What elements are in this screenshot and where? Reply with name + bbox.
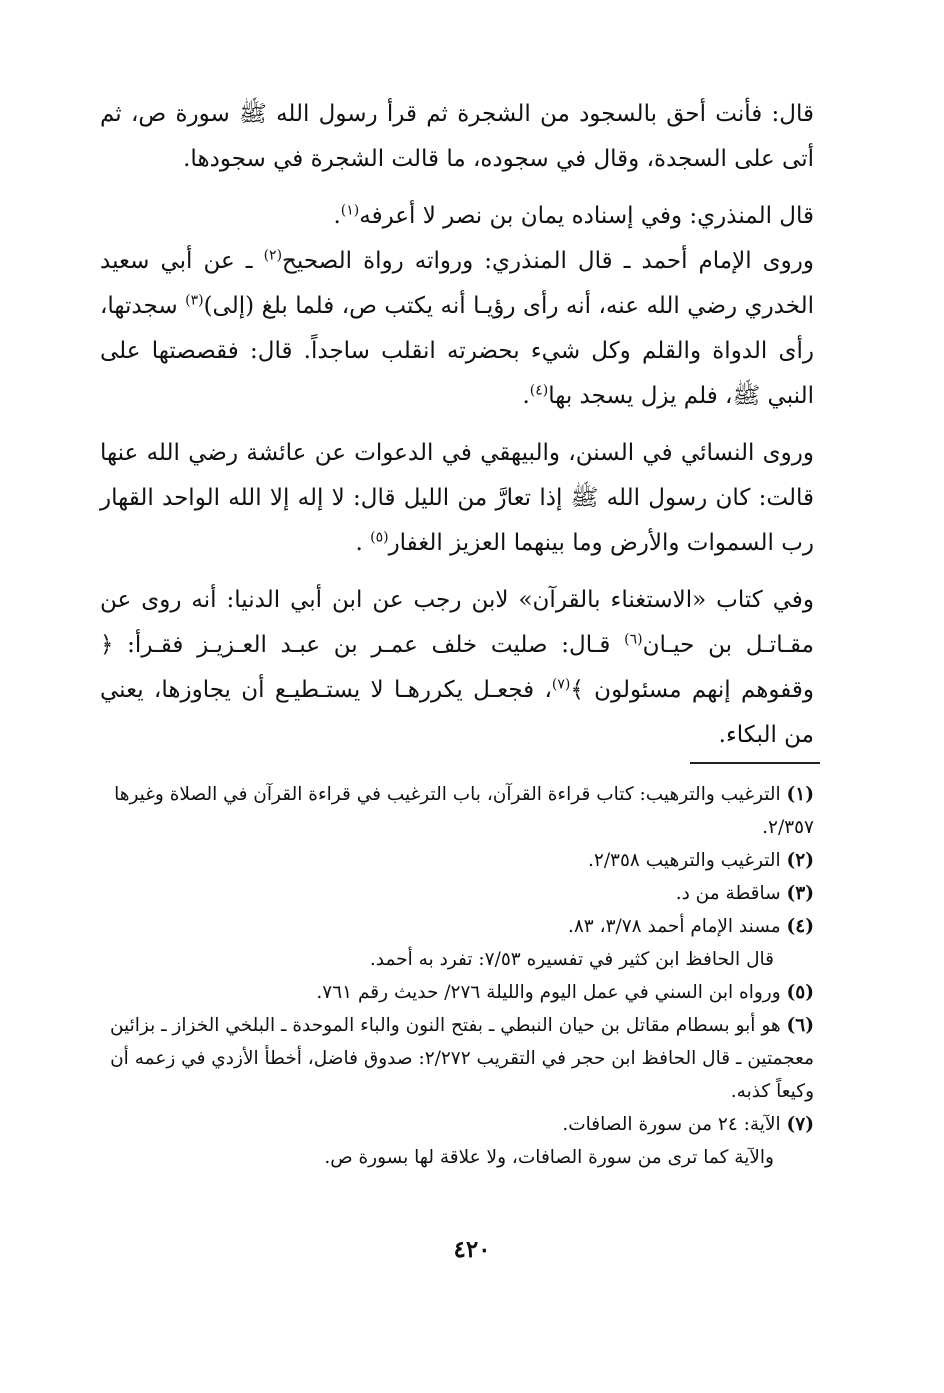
footnote-7 <box>100 1108 814 1141</box>
paragraph-text: سجدتها، رأى الدواة والقلم وكل شيء بحضرته انقلب ساجداً. قال: فقصصتها على النبي ﷺ، فلم يزل يسجد بها <box>100 293 814 409</box>
paragraph-text: . <box>333 203 341 229</box>
footnote-4 <box>100 910 814 943</box>
footnote-number: (٤) <box>786 916 814 937</box>
paragraph-text: . <box>522 383 530 409</box>
footnote-text: الترغيب والترهيب ٢/٣٥٨. <box>588 850 781 871</box>
footnote-text: هو أبو بسطام مقاتل بن حيان النبطي ـ بفتح النون والباء الموحدة ـ البلخي الخزاز ـ بزائين معجمتين ـ قال الحافظ ابن حجر في التقريب ٢/٢٧٢: صدوق فاضل، أخطأ الأزدي في زعمه أن وكيعاً كذبه. <box>109 1015 814 1102</box>
footnote-1 <box>100 778 814 844</box>
footnotes <box>100 778 814 1174</box>
footnote-ref[interactable]: (٢) <box>263 247 283 264</box>
footnote-ref[interactable]: (٧) <box>551 676 571 693</box>
footnote-ref[interactable]: (٥) <box>370 529 389 546</box>
footnote-4-continuation <box>100 943 814 976</box>
paragraph-1 <box>100 92 814 182</box>
footnote-number: (٢) <box>786 850 814 871</box>
paragraph-text: ـ عن أبي سعيد الخدري رضي الله عنه، أنه رأى رؤيـا أنه يكتب ص، فلما بلغ (إلى) <box>100 248 814 319</box>
footnote-text: مسند الإمام أحمد ٣/٧٨، ٨٣. <box>567 916 781 937</box>
footnote-number: (١) <box>786 784 814 805</box>
footnote-7-continuation <box>100 1141 814 1174</box>
footnote-ref[interactable]: (٦) <box>624 631 643 648</box>
footnote-5 <box>100 976 814 1009</box>
footnote-2 <box>100 844 814 877</box>
footnote-number: (٦) <box>786 1015 814 1036</box>
paragraph-5 <box>100 578 814 758</box>
footnote-text: ورواه ابن السني في عمل اليوم والليلة ٢٧٦/ حديث رقم ٧٦١. <box>316 982 781 1003</box>
paragraph-text: قال المنذري: وفي إسناده يمان بن نصر لا أعرفه <box>359 203 814 229</box>
paragraph-text: وروى الإمام أحمد ـ قال المنذري: ورواته رواة الصحيح <box>282 248 814 274</box>
main-text <box>100 92 814 758</box>
paragraph-text: ، فجعـل يكررهـا لا يستـطيـع أن يجاوزها، يعني من البكاء. <box>100 677 814 748</box>
paragraph-4 <box>100 431 814 566</box>
footnote-number: (٥) <box>786 982 814 1003</box>
footnote-6 <box>100 1009 814 1108</box>
footnote-divider <box>690 762 820 764</box>
footnote-text: ساقطة من د. <box>675 883 781 904</box>
footnote-text: قال الحافظ ابن كثير في تفسيره ٧/٥٣: تفرد به أحمد. <box>369 949 774 970</box>
paragraph-3 <box>100 239 814 419</box>
paragraph-text: وروى النسائي في السنن، والبيهقي في الدعوات عن عائشة رضي الله عنها قالت: كان رسول الله ﷺ إذا تعارَّ من الليل قال: لا إله إلا الله الواحد القهار رب السموات والأرض وما بينهما العزيز الغفار <box>100 440 814 556</box>
footnote-3 <box>100 877 814 910</box>
footnote-ref[interactable]: (١) <box>340 202 360 219</box>
footnote-ref[interactable]: (٤) <box>529 382 549 399</box>
paragraph-2 <box>100 194 814 239</box>
footnote-text: الآية: ٢٤ من سورة الصافات. <box>562 1114 781 1135</box>
footnote-ref[interactable]: (٣) <box>185 292 204 309</box>
page-number: ٤٢٠ <box>453 1236 491 1263</box>
paragraph-text: . <box>355 530 371 556</box>
paragraph-text: قال: فأنت أحق بالسجود من الشجرة ثم قرأ رسول الله ﷺ سورة ص، ثم أتى على السجدة، وقال في سجوده، ما قالت الشجرة في سجودها. <box>100 101 814 172</box>
footnote-number: (٣) <box>786 883 814 904</box>
footnote-text: والآية كما ترى من سورة الصافات، ولا علاقة لها بسورة ص. <box>324 1147 774 1168</box>
footnote-text: الترغيب والترهيب: كتاب قراءة القرآن، باب الترغيب في قراءة القرآن في الصلاة وغيرها ٢/٣٥٧. <box>114 784 814 838</box>
footnote-number: (٧) <box>786 1114 814 1135</box>
paragraph-text: وفي كتاب «الاستغناء بالقرآن» لابن رجب عن ابن أبي الدنيا: أنه روى عن مقـاتـل بن حيـان <box>100 587 814 658</box>
paragraph-text: قـال: صليت خلف عمـر بن عبـد العـزيـز فقـرأ: ﴿ وقفوهم إنهم مسئولون ﴾ <box>100 632 815 703</box>
